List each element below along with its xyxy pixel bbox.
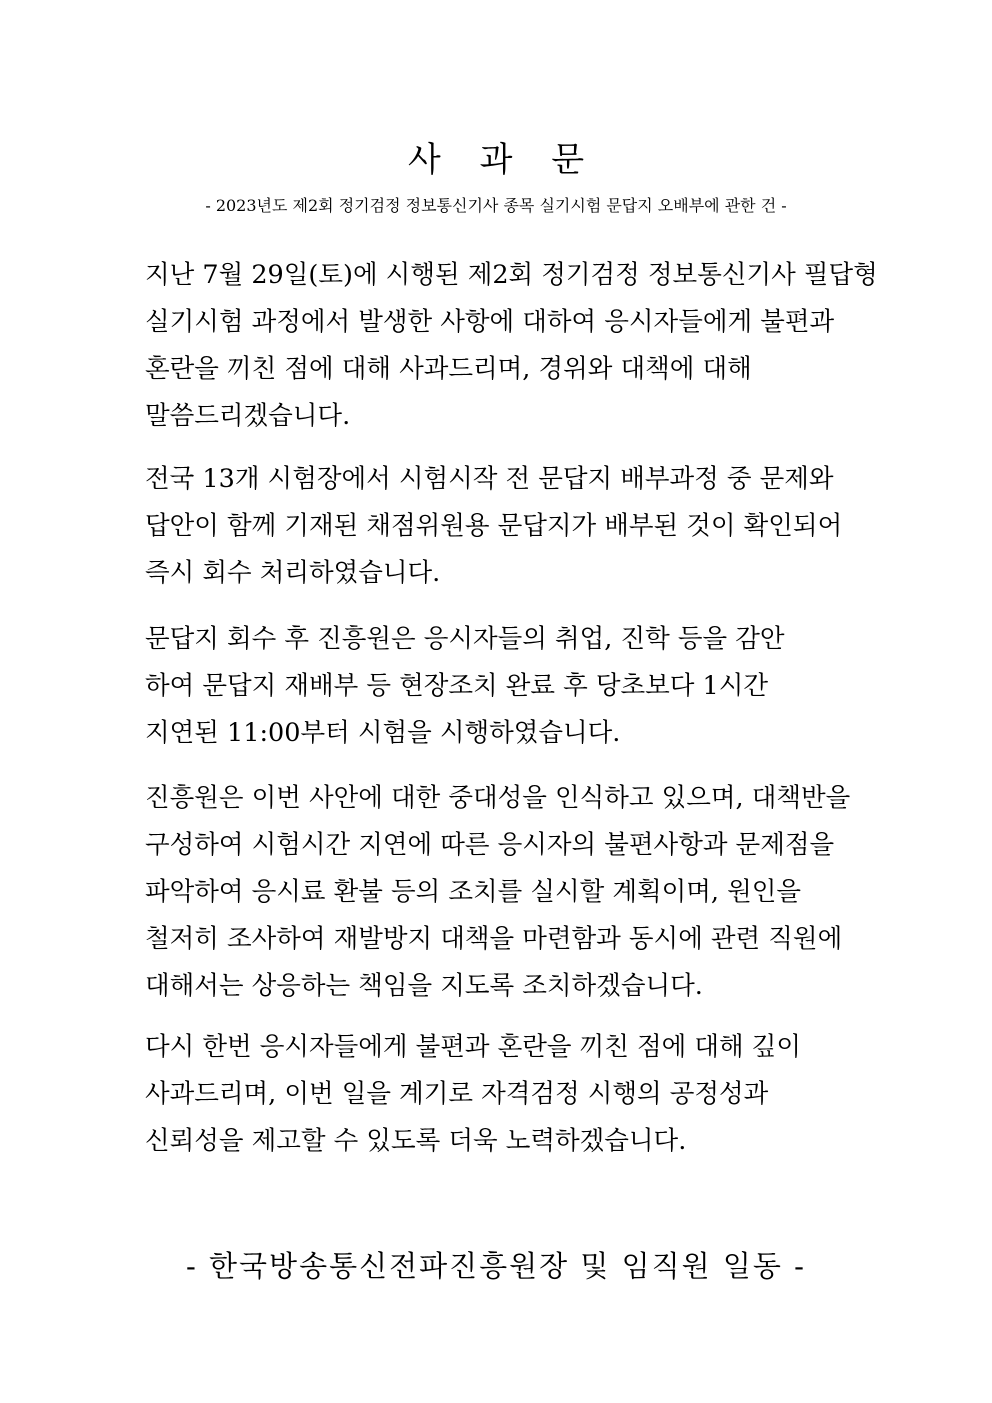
paragraph-line: 즉시 회수 처리하였습니다.: [145, 558, 441, 588]
signature-line: - 한국방송통신전파진흥원장 및 임직원 일동 -: [186, 1249, 806, 1283]
paragraph-line: 답안이 함께 기재된 채점위원용 문답지가 배부된 것이 확인되어: [145, 511, 843, 541]
paragraph-5: [145, 1024, 850, 1165]
paragraph-line: 혼란을 끼친 점에 대해 사과드리며, 경위와 대책에 대해: [145, 354, 752, 384]
paragraph-line: 구성하여 시험시간 지연에 따른 응시자의 불편사항과 문제점을: [145, 830, 835, 860]
paragraph-2: [145, 456, 850, 597]
paragraph-4: [145, 775, 850, 1010]
paragraph-line: 지연된 11:00부터 시험을 시행하였습니다.: [145, 718, 621, 748]
paragraph-line: 신뢰성을 제고할 수 있도록 더욱 노력하겠습니다.: [145, 1126, 687, 1156]
paragraph-line: 말씀드리겠습니다.: [145, 401, 351, 431]
document-subtitle: - 2023년도 제2회 정기검정 정보통신기사 종목 실기시험 문답지 오배부에 관한 건 -: [205, 196, 787, 215]
paragraph-line: 파악하여 응시료 환불 등의 조치를 실시할 계획이며, 원인을: [145, 877, 802, 907]
paragraph-line: 지난 7월 29일(토)에 시행된 제2회 정기검정 정보통신기사 필답형: [145, 260, 878, 290]
paragraph-line: 실기시험 과정에서 발생한 사항에 대하여 응시자들에게 불편과: [145, 307, 835, 337]
paragraph-line: 전국 13개 시험장에서 시험시작 전 문답지 배부과정 중 문제와: [145, 464, 834, 494]
paragraph-line: 진흥원은 이번 사안에 대한 중대성을 인식하고 있으며, 대책반을: [145, 783, 851, 813]
paragraph-1: [145, 252, 878, 440]
paragraph-3: [145, 616, 850, 757]
paragraph-line: 철저히 조사하여 재발방지 대책을 마련함과 동시에 관련 직원에: [145, 924, 843, 954]
paragraph-line: 사과드리며, 이번 일을 계기로 자격검정 시행의 공정성과: [145, 1079, 769, 1109]
document-title: 사 과 문: [407, 140, 599, 180]
paragraph-line: 다시 한번 응시자들에게 불편과 혼란을 끼친 점에 대해 깊이: [145, 1032, 802, 1062]
paragraph-line: 문답지 회수 후 진흥원은 응시자들의 취업, 진학 등을 감안: [145, 624, 785, 654]
paragraph-line: 하여 문답지 재배부 등 현장조치 완료 후 당초보다 1시간: [145, 671, 768, 701]
paragraph-line: 대해서는 상응하는 책임을 지도록 조치하겠습니다.: [145, 971, 703, 1001]
